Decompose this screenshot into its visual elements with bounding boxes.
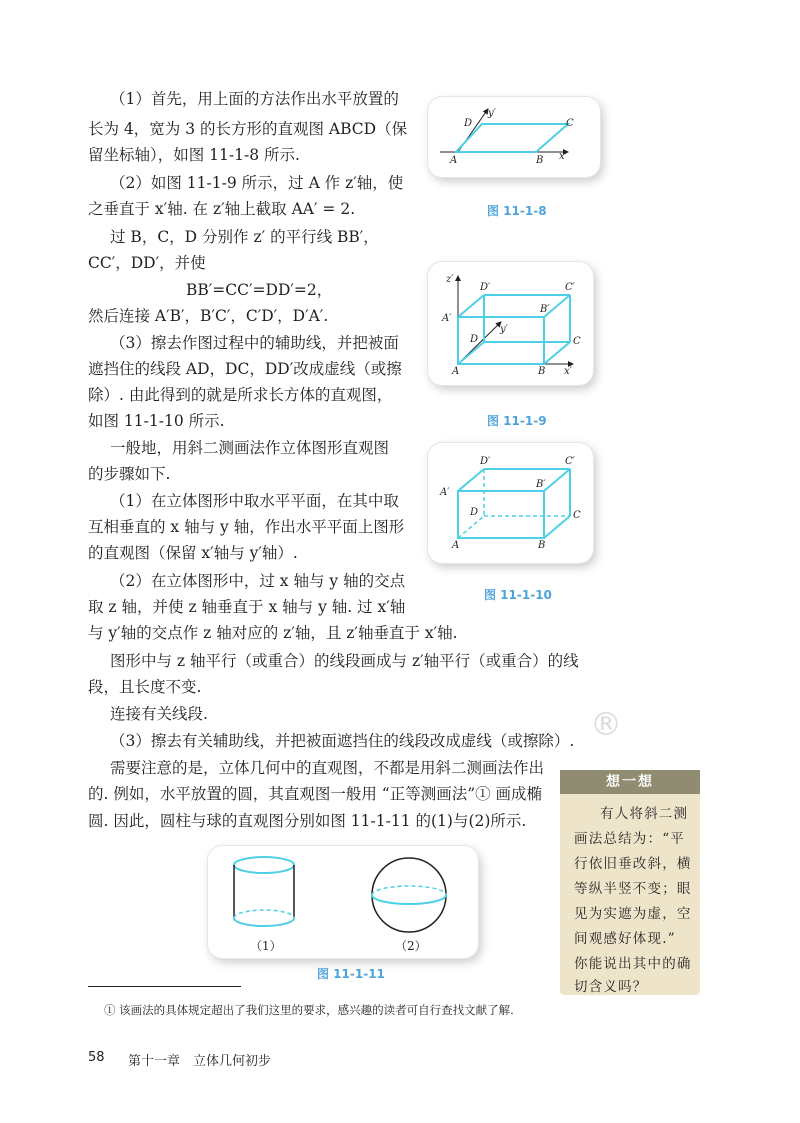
- think-line: 有人将斜二测: [600, 806, 689, 822]
- label-b: B: [538, 540, 546, 551]
- caption-11-1-11: 图 11-1-11: [317, 967, 385, 981]
- label-d-prime: D′: [480, 282, 491, 293]
- label-b-prime: B′: [536, 479, 546, 490]
- registered-mark: ®: [590, 705, 622, 743]
- label-1: （1）: [250, 939, 282, 953]
- text-line: 过 B，C，D 分别作 z′ 的平行线 BB′，: [110, 228, 379, 246]
- label-c-prime: C′: [565, 456, 575, 467]
- label-d: D: [470, 334, 479, 345]
- label-b: B: [538, 366, 546, 377]
- label-a: A: [452, 366, 460, 377]
- label-c: C: [566, 118, 574, 129]
- text-line: 圆. 因此，圆柱与球的直观图分别如图 11-1-11 的(1)与(2)所示.: [88, 812, 527, 830]
- think-box-title: 想一想: [560, 770, 700, 794]
- label-b-prime: B′: [540, 304, 550, 315]
- text-line: （2）在立体图形中，过 x 轴与 y 轴的交点: [110, 572, 406, 590]
- text-line: 然后连接 A′B′，B′C′，C′D′，D′A′.: [88, 307, 329, 325]
- caption-11-1-10: 图 11-1-10: [484, 588, 552, 602]
- footnote: ① 该画法的具体规定超出了我们这里的要求，感兴趣的读者可自行查找文献了解.: [104, 1003, 514, 1017]
- text-line: 段，且长度不变.: [88, 678, 202, 696]
- think-line: 切含义吗？: [574, 979, 648, 995]
- label-z-axis: z′: [446, 274, 454, 285]
- text-line: CC′，DD′，并使: [88, 254, 206, 272]
- caption-11-1-8: 图 11-1-8: [487, 204, 547, 218]
- figure-11-1-9: [428, 262, 593, 385]
- text-line: 与 y′轴的交点作 z 轴对应的 z′轴，且 z′轴垂直于 x′轴.: [88, 624, 458, 642]
- text-line: 图形中与 z 轴平行（或重合）的线段画成与 z′轴平行（或重合）的线: [110, 652, 579, 670]
- text-line: （1）在立体图形中取水平平面，在其中取: [110, 492, 399, 510]
- figure-11-1-10: [428, 443, 593, 563]
- chapter-title: 第十一章 立体几何初步: [128, 1054, 272, 1069]
- label-d-prime: D′: [480, 456, 491, 467]
- label-a: A: [450, 155, 458, 166]
- label-y-axis: y′: [488, 108, 496, 119]
- label-c-prime: C′: [565, 282, 575, 293]
- text-line: 之垂直于 x′轴. 在 z′轴上截取 AA′ = 2.: [88, 200, 356, 218]
- label-c: C: [573, 336, 581, 347]
- text-line: 连接有关线段.: [110, 705, 208, 723]
- sphere-drawing: [372, 858, 446, 932]
- figure-11-1-8: [428, 97, 600, 177]
- label-y-axis: y′: [500, 324, 508, 335]
- label-x-axis: x′: [564, 366, 572, 377]
- think-line: 见为实遮为虚，空: [574, 906, 692, 922]
- think-line: 行依旧垂改斜，横: [574, 856, 692, 872]
- text-line: 遮挡住的线段 AD，DC，DD′改成虚线（或擦: [88, 360, 402, 378]
- think-line: 间观感好体现.”: [574, 931, 676, 947]
- figure-11-1-11: [208, 846, 478, 958]
- label-a: A: [452, 540, 460, 551]
- text-line: 的. 例如，水平放置的圆，其直观图一般用 “正等测画法”① 画成椭: [88, 785, 543, 803]
- text-line: 互相垂直的 x 轴与 y 轴，作出水平平面上图形: [88, 518, 405, 536]
- text-line: 的直观图（保留 x′轴与 y′轴）.: [88, 544, 298, 562]
- footnote-rule: [88, 986, 241, 987]
- text-line: 长为 4，宽为 3 的长方形的直观图 ABCD（保: [88, 120, 408, 138]
- cylinder-drawing: [234, 857, 294, 926]
- text-line: 一般地，用斜二测画法作立体图形直观图: [110, 439, 390, 457]
- text-line: 取 z 轴，并使 z 轴垂直于 x 轴与 y 轴. 过 x′轴: [88, 598, 406, 616]
- label-d: D: [464, 118, 473, 129]
- label-c: C: [573, 510, 581, 521]
- equation: BB′=CC′=DD′=2，: [186, 281, 333, 299]
- label-a-prime: A′: [442, 313, 452, 324]
- label-x-axis: x′: [559, 151, 567, 162]
- text-line: （2）如图 11-1-9 所示，过 A 作 z′轴，使: [110, 174, 404, 192]
- think-line: 你能说出其中的确: [574, 956, 692, 972]
- text-line: 需要注意的是，立体几何中的直观图，不都是用斜二测画法作出: [110, 759, 545, 777]
- text-line: （3）擦去有关辅助线，并把被面遮挡住的线段改成虚线（或擦除）.: [110, 732, 575, 750]
- think-box: [560, 770, 700, 995]
- text-line: 的步骤如下.: [88, 465, 171, 483]
- think-line: 等纵半竖不变；眼: [574, 881, 692, 897]
- caption-11-1-9: 图 11-1-9: [487, 414, 547, 428]
- think-line: 画法总结为：“平: [574, 831, 686, 847]
- text-line: （1）首先，用上面的方法作出水平放置的: [110, 90, 399, 108]
- label-d: D: [470, 507, 479, 518]
- text-line: （3）擦去作图过程中的辅助线，并把被面: [110, 334, 399, 352]
- label-2: （2）: [395, 939, 427, 953]
- page-number: 58: [88, 1050, 105, 1065]
- text-line: 除）. 由此得到的就是所求长方体的直观图，: [88, 386, 393, 404]
- text-line: 如图 11-1-10 所示.: [88, 412, 225, 430]
- label-a-prime: A′: [440, 487, 450, 498]
- label-b: B: [536, 155, 544, 166]
- text-line: 留坐标轴），如图 11-1-8 所示.: [88, 146, 300, 164]
